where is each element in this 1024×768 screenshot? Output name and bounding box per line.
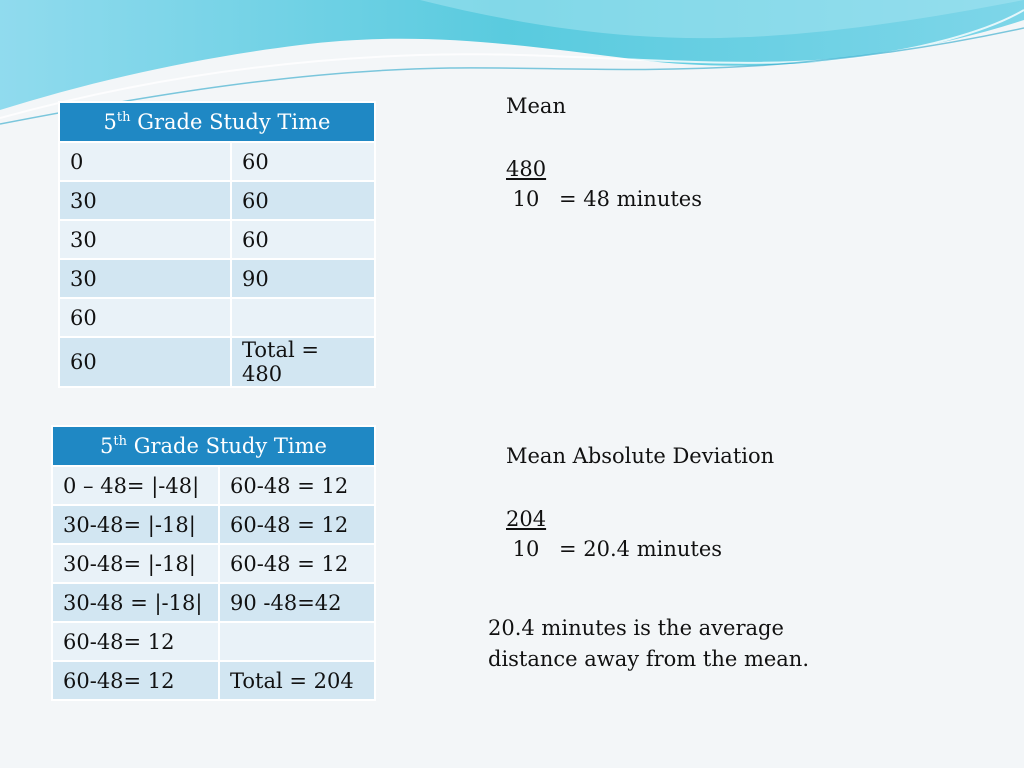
table-row: [52, 466, 375, 505]
table-cell: 60-48 = 12: [219, 466, 375, 505]
table-total-cell: Total = 480: [231, 337, 375, 387]
table-cell: 0 – 48= |-48|: [52, 466, 219, 505]
table-cell: 30-48 = |-18|: [52, 583, 219, 622]
mad-numerator: 204: [506, 507, 547, 531]
table-cell: 60: [231, 181, 375, 220]
table-cell: 90: [231, 259, 375, 298]
table-cell: [231, 298, 375, 337]
table-row: [52, 544, 375, 583]
conclusion-line-2: distance away from the mean.: [488, 647, 810, 671]
study-time-table-2: [51, 425, 376, 701]
table-row: [52, 661, 375, 700]
table-cell: 30: [59, 181, 231, 220]
table-row: [59, 259, 375, 298]
table-row: [59, 142, 375, 181]
table-cell: 60-48= 12: [52, 661, 219, 700]
table-cell: 60: [231, 142, 375, 181]
mean-denominator: 10: [506, 187, 540, 211]
table-total-cell: Total = 204: [219, 661, 375, 700]
table-cell: 60-48 = 12: [219, 544, 375, 583]
table-row: [59, 298, 375, 337]
mad-denominator: 10: [506, 537, 540, 561]
mad-heading: Mean Absolute Deviation: [506, 444, 775, 468]
table-cell: 60-48 = 12: [219, 505, 375, 544]
mean-numerator: 480: [506, 157, 547, 181]
table-cell: 60: [59, 337, 231, 387]
table-row: [59, 337, 375, 387]
table2-header: 5th Grade Study Time: [52, 426, 375, 466]
table-cell: 60: [59, 298, 231, 337]
mean-heading: Mean: [506, 94, 566, 118]
table-cell: 30: [59, 259, 231, 298]
table-row: [59, 220, 375, 259]
table-row: [52, 583, 375, 622]
table-cell: 90 -48=42: [219, 583, 375, 622]
table1-header: 5th Grade Study Time: [59, 102, 375, 142]
table-cell: 30: [59, 220, 231, 259]
table-cell: 60-48= 12: [52, 622, 219, 661]
conclusion-line-1: 20.4 minutes is the average: [488, 616, 784, 640]
table-cell: 30-48= |-18|: [52, 505, 219, 544]
table-row: [59, 181, 375, 220]
table-cell: [219, 622, 375, 661]
table-row: [52, 622, 375, 661]
study-time-table-1: [58, 101, 376, 388]
table-cell: 0: [59, 142, 231, 181]
mean-result: = 48 minutes: [559, 187, 702, 211]
table-cell: 30-48= |-18|: [52, 544, 219, 583]
table-row: [52, 505, 375, 544]
table-cell: 60: [231, 220, 375, 259]
mad-result: = 20.4 minutes: [559, 537, 723, 561]
